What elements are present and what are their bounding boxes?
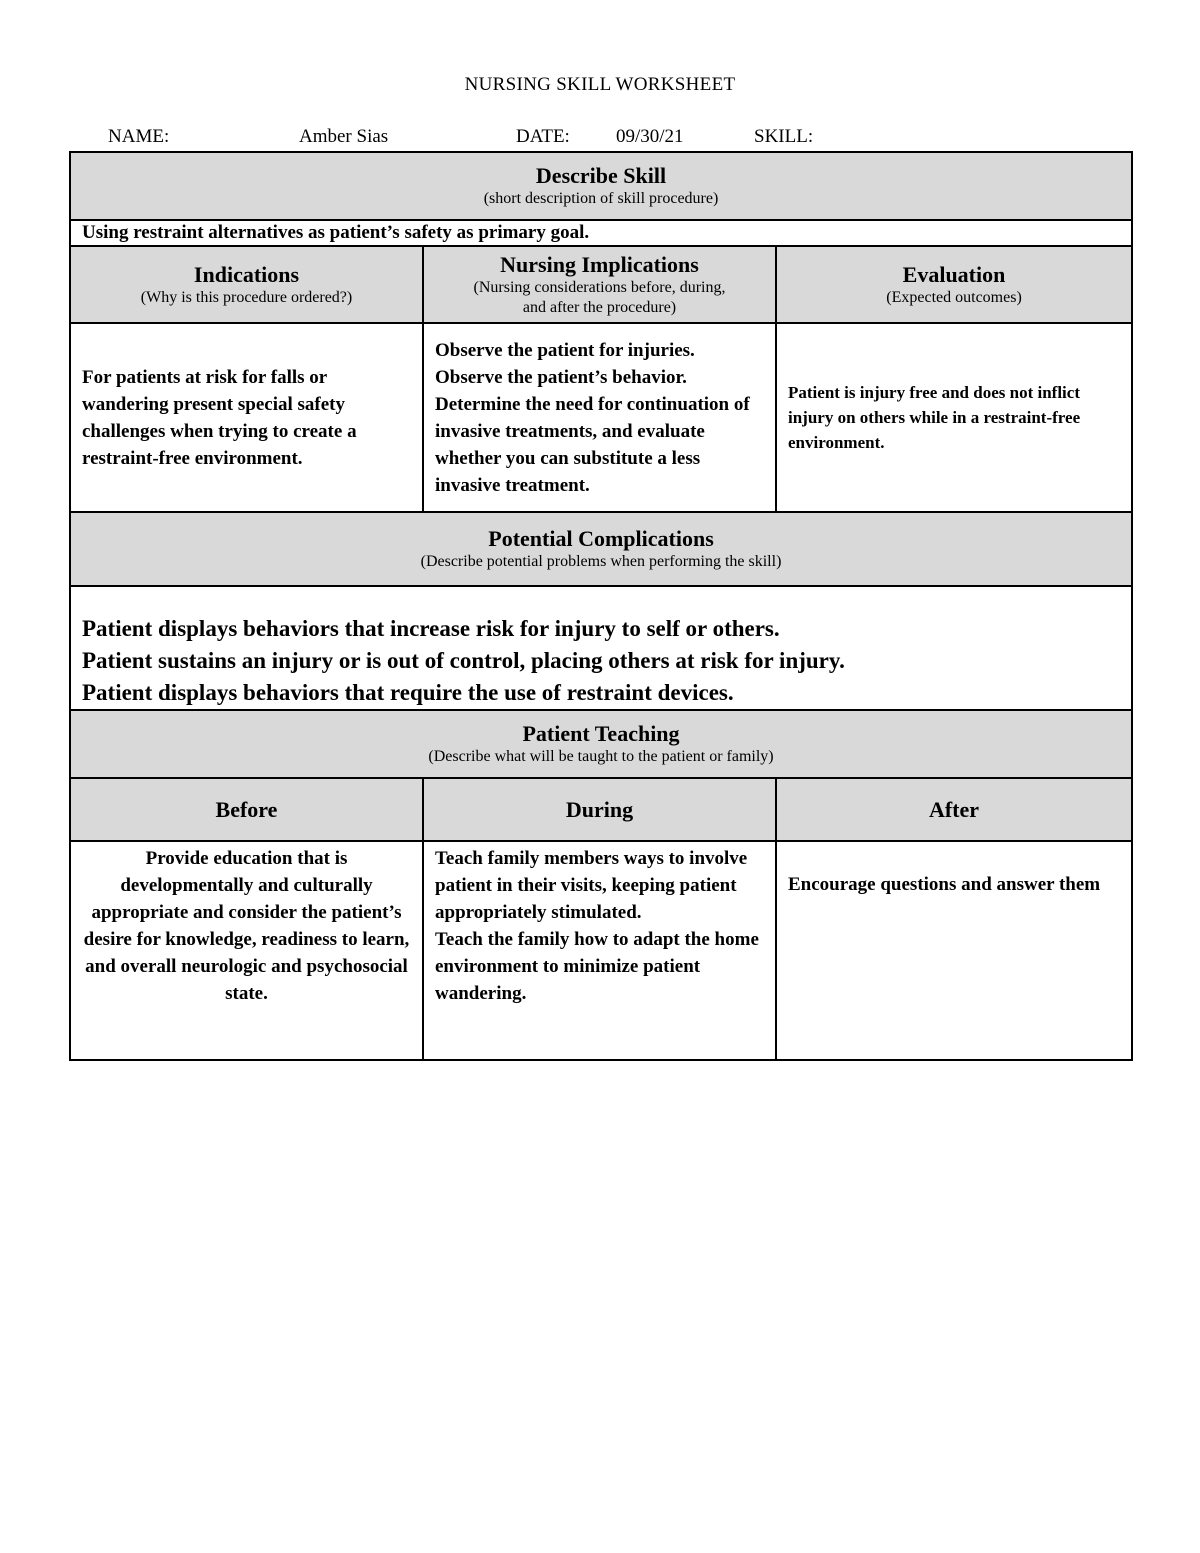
worksheet-header [0,126,1200,152]
patient-teaching-title: Patient Teaching [522,721,680,746]
nursing-implications-subtitle-line2: and after the procedure) [522,298,677,316]
patient-teaching-header [70,710,1132,778]
indications-text: For patients at risk for falls or wandering present special safety challenges when trying to create a restraint-free environment. [70,323,423,512]
date-value: 09/30/21 [616,126,684,147]
potential-complications-title: Potential Complications [488,526,714,551]
worksheet-table [69,151,1133,1061]
evaluation-text: Patient is injury free and does not inflict injury on others while in a restraint-free environment. [776,323,1132,512]
indications-title: Indications [193,261,300,287]
complication-line: Patient displays behaviors that increase risk for injury to self or others. [82,616,780,641]
describe-skill-title: Describe Skill [535,163,667,188]
before-text: Provide education that is developmentally and culturally appropriate and consider the patient’s desire for knowledge, readiness to learn, and overall neurologic and psychosocial state. [70,841,423,1060]
name-value: Amber Sias [299,126,389,147]
during-text-line: Teach family members ways to involve patient in their visits, keeping patient appropriately stimulated. [435,848,748,923]
evaluation-title: Evaluation [902,261,1006,287]
nursing-implications-header [423,246,776,323]
nursing-implications-title: Nursing Implications [500,251,699,277]
skill-label: SKILL: [754,126,814,147]
after-header: After [776,778,1132,841]
potential-complications-body [70,586,1132,710]
complication-line: Patient displays behaviors that require the use of restraint devices. [82,680,734,705]
nursing-implications-text: Observe the patient for injuries. Observe the patient’s behavior. Determine the need for continuation of invasive treatments, and evaluate whether you can substitute a less invasive treatment. [423,323,776,512]
name-label: NAME: [108,126,170,147]
during-text-line: Teach the family how to adapt the home environment to minimize patient wandering. [435,929,759,1004]
evaluation-header [776,246,1132,323]
describe-skill-subtitle: (short description of skill procedure) [483,190,719,207]
potential-complications-header [70,512,1132,586]
indications-subtitle: (Why is this procedure ordered?) [140,288,353,306]
during-header: During [423,778,776,841]
indications-header [70,246,423,323]
describe-skill-header [70,152,1132,220]
during-cell [423,841,776,1060]
after-text: Encourage questions and answer them [776,841,1132,1060]
describe-skill-text: Using restraint alternatives as patient’s safety as primary goal. [70,220,1132,246]
page-title: NURSING SKILL WORKSHEET [464,74,736,95]
potential-complications-subtitle: (Describe potential problems when performing the skill) [420,553,782,570]
evaluation-subtitle: (Expected outcomes) [886,288,1022,306]
nursing-implications-subtitle-line1: (Nursing considerations before, during, [473,278,726,296]
date-label: DATE: [516,126,570,147]
complication-line: Patient sustains an injury or is out of control, placing others at risk for injury. [82,648,845,673]
before-header: Before [70,778,423,841]
patient-teaching-subtitle: (Describe what will be taught to the patient or family) [428,748,774,765]
